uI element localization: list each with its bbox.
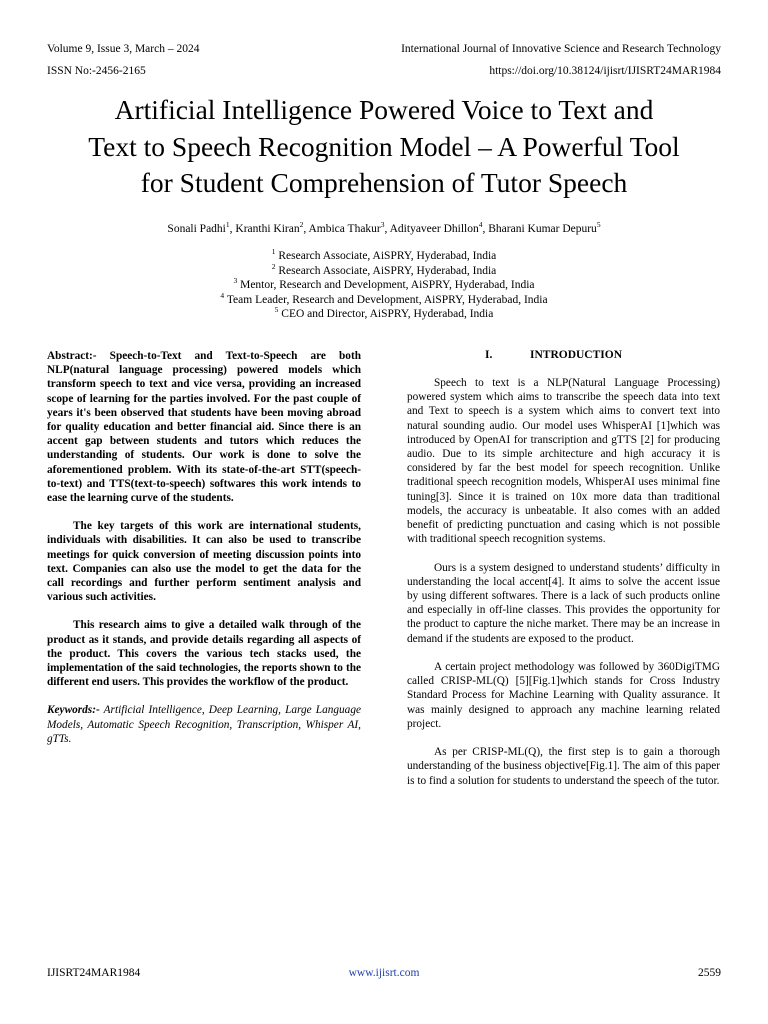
abstract-paragraph: This research aims to give a detailed walk through of the product as it stands, and provide details regarding all aspects of the product. This covers the various tech stacks used, the implementation of the said technologies, the reports shown to the different end users. This provides the workflow of the product. (47, 619, 361, 689)
keywords-label: Keywords:- (47, 704, 100, 717)
author: Kranthi Kiran$^2$, (235, 220, 309, 235)
header-journal: International Journal of Innovative Science and Research Technology (401, 43, 721, 55)
introduction-column (407, 376, 720, 788)
affiliation: $^5$ CEO and Director, AiSPRY, Hyderabad, India (274, 305, 494, 321)
title-line-2: Text to Speech Recognition Model – A Powerful Tool (88, 130, 680, 162)
header-doi[interactable]: https://doi.org/10.38124/ijisrt/IJISRT24MAR1984 (489, 65, 721, 77)
author: Adityaveer Dhillon$^4$, (389, 220, 489, 235)
section-title: INTRODUCTION (530, 349, 623, 361)
page-number: 2559 (698, 967, 721, 979)
affiliation: $^4$ Team Leader, Research and Development, AiSPRY, Hyderabad, India (220, 290, 548, 306)
affiliation: $^3$ Mentor, Research and Development, AiSPRY, Hyderabad, India (233, 276, 535, 292)
footer-id: IJISRT24MAR1984 (47, 967, 141, 979)
abstract-paragraph: Abstract:- Speech-to-Text and Text-to-Speech are both NLP(natural language processing) powered models which transform speech to text and vice versa, providing an increased scope of learning for the parties involved. For the past couple of years it's been observed that students have been moving abroad for quality education and better financial aid. Since there is an accent gap between students and tutors which reduces the understanding of students. Our work is done to solve the aforementioned problem. With its state-of-the-art STT(speech-to-text) and TTS(text-to-speech) softwares this work intends to ease the learning curve of the students. (47, 350, 361, 505)
keywords (47, 703, 361, 746)
section-number: I. (485, 349, 493, 361)
abstract-paragraph: The key targets of this work are international students, individuals with disabilities. It can also be used to transcribe meetings for quick conversion of meeting discussion points into text. Companies can also use the model to get the data for the call recordings and further perform sentiment analysis and various such activities. (47, 520, 361, 604)
affiliation: $^2$ Research Associate, AiSPRY, Hyderabad, India (271, 261, 497, 277)
header-issn: ISSN No:-2456-2165 (47, 65, 146, 77)
title-line-1: Artificial Intelligence Powered Voice to Text and (114, 94, 654, 125)
intro-paragraph: Ours is a system designed to understand students’ difficulty in understanding the local accent[4]. It aims to solve the accent issue by using different softwares. There is a lack of such products online and especially in off-line classes. This provides the opportunity for the product to capture the niche market. There may be an increase in demand if the students are exposed to the product. (407, 561, 720, 645)
author: Bharani Kumar Depuru$^5$ (488, 220, 601, 235)
abstract-column (47, 349, 361, 746)
keywords-text: Artificial Intelligence, Deep Learning, Large Language Models, Automatic Speech Recognition, Transcription, Whisper AI, gTTs. (47, 704, 361, 745)
author: Sonali Padhi$^1$, (167, 220, 236, 235)
intro-paragraph: Speech to text is a NLP(Natural Language Processing) powered system which aims to transcribe the speech data into text and Text to speech is a system which aims to convert text into natural sounding audio. Our model uses WhisperAI [1]which was introduced by OpenAI for transcription and gTTS [2] for producing audio. Due to its simple architecture and high accuracy it is considered by far the best model for speech recognition. Unlike traditional speech recognition models, WhisperAI uses minimal fine tuning[3]. Since it is trained on 10x more data than traditional models, the accuracy is unbeatable. It also comes with an added benefit of predicting punctuation and casing which is not possible with traditional speech recognition systems. (407, 377, 720, 546)
paper-title (30, 92, 738, 202)
footer-site-link[interactable]: www.ijisrt.com (348, 967, 420, 979)
affiliation-list (30, 249, 738, 322)
author-list (30, 222, 738, 236)
author: Ambica Thakur$^3$, (308, 220, 390, 235)
header-volume: Volume 9, Issue 3, March – 2024 (47, 43, 200, 55)
intro-paragraph: As per CRISP-ML(Q), the first step is to gain a thorough understanding of the business objective[Fig.1]. The aim of this paper is to find a solution for students to understand the speech of the tutor. (407, 746, 720, 787)
title-line-3: for Student Comprehension of Tutor Speech (140, 167, 628, 198)
affiliation: $^1$ Research Associate, AiSPRY, Hyderabad, India (271, 247, 497, 262)
intro-paragraph: A certain project methodology was followed by 360DigiTMG called CRISP-ML(Q) [5][Fig.1]which stands for Cross Industry Standard Process for Machine Learning with Quality assurance. It was mainly designed to approach any machine learning related project. (407, 661, 720, 730)
